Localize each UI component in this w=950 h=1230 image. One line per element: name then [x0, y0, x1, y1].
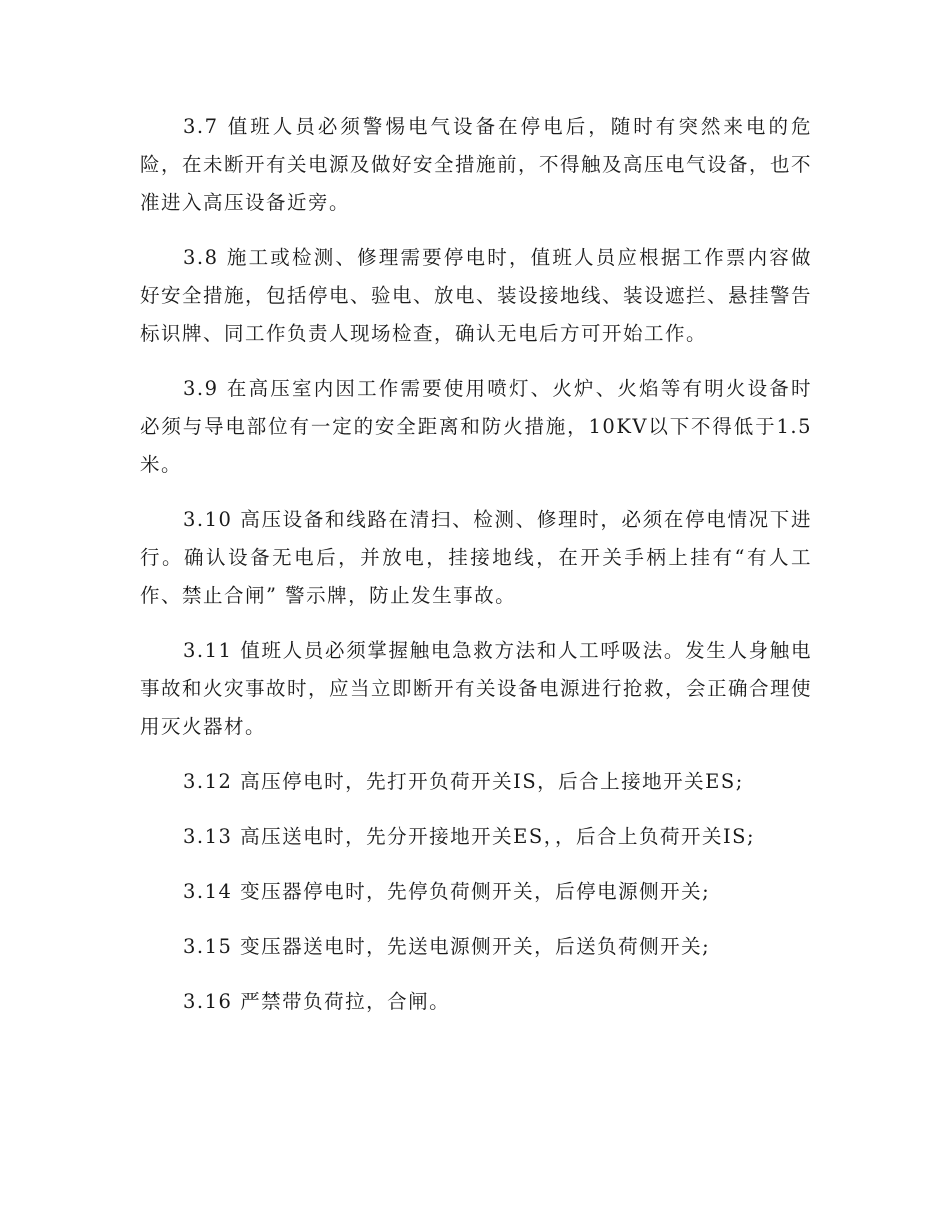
- paragraph-3-13: 3.13 高压送电时，先分开接地开关ES，，后合上负荷开关IS;: [183, 825, 756, 848]
- paragraph-3-14: 3.14 变压器停电时，先停负荷侧开关，后停电源侧开关;: [183, 880, 711, 903]
- paragraph-3-11: 3.11 值班人员必须掌握触电急救方法和人工呼吸法。发生人身触电事故和火灾事故时，应当立即断开有关设备电源进行抢救，会正确合理使用灭火器材。: [140, 639, 813, 738]
- paragraph-3-10: 3.10 高压设备和线路在清扫、检测、修理时，必须在停电情况下进行。确认设备无电后，并放电，挂接地线，在开关手柄上挂有“有人工作、禁止合闸” 警示牌，防止发生事故。: [140, 508, 812, 607]
- paragraph-3-8: 3.8 施工或检测、修理需要停电时，值班人员应根据工作票内容做好安全措施，包括停电、验电、放电、装设接地线、装设遮拦、悬挂警告标识牌、同工作负责人现场检查，确认无电后方可开始工作。: [140, 246, 813, 345]
- paragraph-3-16: 3.16 严禁带负荷拉，合闸。: [183, 990, 451, 1013]
- paragraph-3-9: 3.9 在高压室内因工作需要使用喷灯、火炉、火焰等有明火设备时必须与导电部位有一定的安全距离和防火措施，10KV以下不得低于1.5米。: [140, 377, 812, 476]
- paragraph-3-7: 3.7 值班人员必须警惕电气设备在停电后，随时有突然来电的危险，在未断开有关电源及做好安全措施前，不得触及高压电气设备，也不准进入高压设备近旁。: [140, 115, 813, 214]
- document-body: [140, 108, 812, 1038]
- paragraph-3-15: 3.15 变压器送电时，先送电源侧开关，后送负荷侧开关;: [183, 935, 711, 958]
- paragraph-3-12: 3.12 高压停电时，先打开负荷开关IS，后合上接地开关ES;: [183, 770, 744, 793]
